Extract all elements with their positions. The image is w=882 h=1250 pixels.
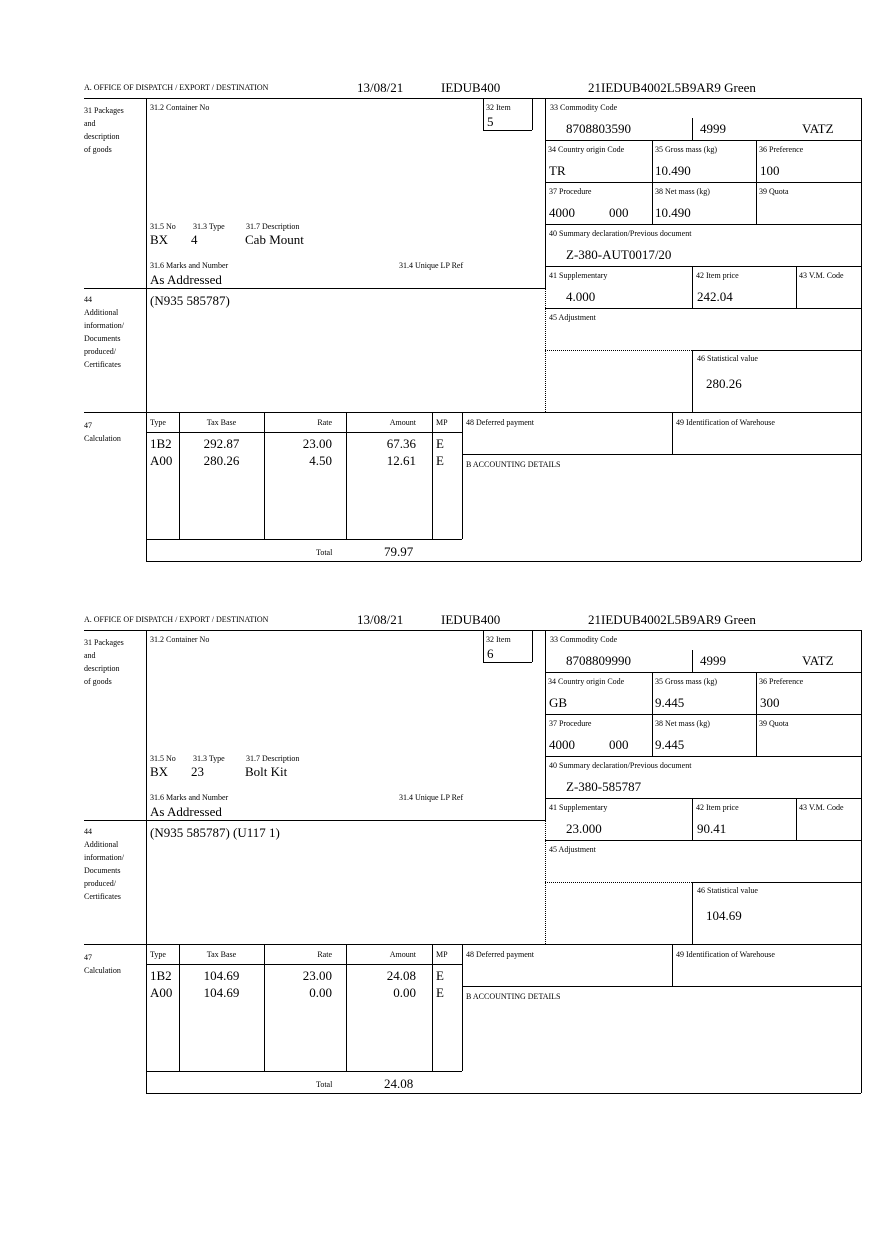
header-office-code: IEDUB400 bbox=[441, 80, 501, 95]
item-label: 32 Item bbox=[486, 635, 511, 644]
country-label: 34 Country origin Code bbox=[548, 677, 625, 686]
grid-line bbox=[692, 798, 693, 840]
commodity-label: 33 Commodity Code bbox=[550, 103, 618, 112]
commodity-vat: VATZ bbox=[802, 121, 834, 136]
pkg-no-value: BX bbox=[150, 232, 169, 247]
office-header: A. OFFICE OF DISPATCH / EXPORT / DESTINATION bbox=[84, 615, 269, 624]
calc-header-mp: MP bbox=[436, 418, 448, 427]
grid-line bbox=[84, 288, 545, 289]
gross-mass-value: 10.490 bbox=[655, 163, 691, 178]
commodity-code: 8708803590 bbox=[566, 121, 631, 136]
pkg-type-label: 31.3 Type bbox=[193, 754, 225, 763]
stat-value-label: 46 Statistical value bbox=[697, 886, 758, 895]
summary-label: 40 Summary declaration/Previous document bbox=[549, 229, 692, 238]
item-box-bottom bbox=[483, 130, 532, 131]
grid-line bbox=[462, 412, 463, 539]
grid-line bbox=[545, 756, 861, 757]
preference-value: 100 bbox=[760, 163, 780, 178]
grid-line bbox=[462, 986, 861, 987]
grid-line bbox=[84, 820, 545, 821]
calc-row-1-amount: 67.36 bbox=[386, 436, 416, 451]
quota-label: 39 Quota bbox=[759, 187, 789, 196]
grid-line bbox=[672, 944, 673, 986]
country-value: GB bbox=[549, 695, 568, 710]
pkg-description-label: 31.7 Description bbox=[246, 754, 300, 763]
marks-label: 31.6 Marks and Number bbox=[150, 793, 229, 802]
country-label: 34 Country origin Code bbox=[548, 145, 625, 154]
calc-row-1-rate: 23.00 bbox=[302, 968, 332, 983]
accounting-label: B ACCOUNTING DETAILS bbox=[466, 992, 561, 1001]
preference-value: 300 bbox=[760, 695, 780, 710]
grid-line bbox=[545, 140, 861, 141]
accounting-label: B ACCOUNTING DETAILS bbox=[466, 460, 561, 469]
calc-header-amount: Amount bbox=[389, 950, 416, 959]
packages-label: 31 Packages and description of goods bbox=[84, 106, 124, 154]
procedure-value-b: 000 bbox=[609, 737, 629, 752]
summary-value: Z-380-AUT0017/20 bbox=[566, 247, 672, 262]
divider-mid bbox=[545, 98, 546, 288]
quota-label: 39 Quota bbox=[759, 719, 789, 728]
grid-line bbox=[692, 266, 693, 308]
pkg-count-value: 4 bbox=[191, 232, 198, 247]
commodity-label: 33 Commodity Code bbox=[550, 635, 618, 644]
commodity-vat: VATZ bbox=[802, 653, 834, 668]
grid-line bbox=[796, 798, 797, 840]
calc-header-rate: Rate bbox=[317, 418, 332, 427]
calc-row-1-type: 1B2 bbox=[150, 436, 172, 451]
item-price-label: 42 Item price bbox=[696, 803, 739, 812]
office-header: A. OFFICE OF DISPATCH / EXPORT / DESTINATION bbox=[84, 83, 269, 92]
calc-header-rate: Rate bbox=[317, 950, 332, 959]
calc-row-2-type: A00 bbox=[150, 985, 173, 1000]
item-price-value: 242.04 bbox=[697, 289, 733, 304]
frame-bottom bbox=[146, 1093, 861, 1094]
marks-value: As Addressed bbox=[150, 272, 222, 287]
pkg-description-label: 31.7 Description bbox=[246, 222, 300, 231]
marks-label: 31.6 Marks and Number bbox=[150, 261, 229, 270]
frame-left bbox=[146, 630, 147, 1093]
calculation-label: 47 Calculation bbox=[84, 953, 121, 975]
total-label: Total bbox=[316, 548, 333, 557]
vm-code-label: 43 V.M. Code bbox=[799, 271, 844, 280]
container-label: 31.2 Container No bbox=[150, 635, 210, 644]
header-office-code: IEDUB400 bbox=[441, 612, 501, 627]
stat-value: 104.69 bbox=[706, 908, 742, 923]
calc-row-1-mp: E bbox=[436, 968, 444, 983]
warehouse-label: 49 Identification of Warehouse bbox=[676, 418, 775, 427]
procedure-value-b: 000 bbox=[609, 205, 629, 220]
grid-line bbox=[146, 432, 462, 433]
calc-row-2-rate: 0.00 bbox=[309, 985, 332, 1000]
item-price-label: 42 Item price bbox=[696, 271, 739, 280]
item-price-value: 90.41 bbox=[697, 821, 727, 836]
item-box-left bbox=[483, 98, 484, 130]
pkg-count-value: 23 bbox=[191, 764, 204, 779]
item-box-bottom bbox=[483, 662, 532, 663]
preference-label: 36 Preference bbox=[759, 677, 804, 686]
customs-declaration-form bbox=[0, 532, 882, 1091]
pkg-no-value: BX bbox=[150, 764, 169, 779]
grid-line bbox=[84, 412, 861, 413]
deferred-payment-label: 48 Deferred payment bbox=[466, 418, 534, 427]
total-value: 79.97 bbox=[384, 544, 414, 559]
calc-row-1-type: 1B2 bbox=[150, 968, 172, 983]
item-box-right bbox=[532, 630, 533, 662]
frame-right bbox=[861, 98, 862, 561]
grid-line bbox=[545, 182, 861, 183]
calc-row-1-rate: 23.00 bbox=[302, 436, 332, 451]
divider-mid bbox=[545, 630, 546, 820]
grid-line bbox=[692, 882, 861, 883]
country-value: TR bbox=[549, 163, 566, 178]
calc-row-2-base: 104.69 bbox=[203, 985, 240, 1000]
item-box-left bbox=[483, 630, 484, 662]
vm-code-label: 43 V.M. Code bbox=[799, 803, 844, 812]
calc-row-2-mp: E bbox=[436, 453, 444, 468]
grid-line bbox=[462, 944, 463, 1071]
grid-line-dotted bbox=[545, 350, 692, 351]
gross-mass-label: 35 Gross mass (kg) bbox=[655, 677, 717, 686]
procedure-value-a: 4000 bbox=[549, 737, 575, 752]
header-date: 13/08/21 bbox=[357, 80, 404, 95]
procedure-label: 37 Procedure bbox=[549, 719, 592, 728]
net-mass-label: 38 Net mass (kg) bbox=[655, 719, 710, 728]
deferred-payment-label: 48 Deferred payment bbox=[466, 950, 534, 959]
header-reference: 21IEDUB4002L5B9AR9 Green bbox=[588, 612, 756, 627]
grid-line bbox=[545, 672, 861, 673]
container-label: 31.2 Container No bbox=[150, 103, 210, 112]
grid-line bbox=[462, 454, 861, 455]
customs-declaration-form bbox=[0, 0, 882, 559]
grid-line bbox=[692, 350, 693, 412]
adjustment-label: 45 Adjustment bbox=[549, 845, 596, 854]
supplementary-label: 41 Supplementary bbox=[549, 803, 608, 812]
net-mass-label: 38 Net mass (kg) bbox=[655, 187, 710, 196]
calc-row-2-mp: E bbox=[436, 985, 444, 1000]
additional-info-value: (N935 585787) bbox=[150, 293, 230, 308]
unique-lp-label: 31.4 Unique LP Ref bbox=[399, 261, 464, 270]
grid-line bbox=[692, 350, 861, 351]
calc-header-amount: Amount bbox=[389, 418, 416, 427]
pkg-no-label: 31.5 No bbox=[150, 222, 176, 231]
gross-mass-label: 35 Gross mass (kg) bbox=[655, 145, 717, 154]
supplementary-label: 41 Supplementary bbox=[549, 271, 608, 280]
calc-row-1-base: 292.87 bbox=[203, 436, 240, 451]
supplementary-value: 4.000 bbox=[566, 289, 596, 304]
commodity-additional: 4999 bbox=[700, 121, 726, 136]
header-date: 13/08/21 bbox=[357, 612, 404, 627]
pkg-type-label: 31.3 Type bbox=[193, 222, 225, 231]
pkg-description-value: Bolt Kit bbox=[245, 764, 288, 779]
item-number: 6 bbox=[487, 646, 494, 661]
calc-row-2-rate: 4.50 bbox=[309, 453, 332, 468]
calc-row-2-amount: 12.61 bbox=[386, 453, 416, 468]
grid-line bbox=[84, 944, 861, 945]
grid-line bbox=[545, 798, 861, 799]
calc-header-type: Type bbox=[150, 418, 166, 427]
grid-line-dotted bbox=[545, 882, 692, 883]
calc-row-1-amount: 24.08 bbox=[386, 968, 416, 983]
net-mass-value: 10.490 bbox=[655, 205, 691, 220]
item-number: 5 bbox=[487, 114, 494, 129]
additional-info-label: 44 Additional information/ Documents produced/ Certificates bbox=[84, 295, 124, 369]
adjustment-label: 45 Adjustment bbox=[549, 313, 596, 322]
packages-label: 31 Packages and description of goods bbox=[84, 638, 124, 686]
calc-header-mp: MP bbox=[436, 950, 448, 959]
stat-value-label: 46 Statistical value bbox=[697, 354, 758, 363]
frame-top bbox=[84, 98, 861, 99]
grid-line bbox=[545, 840, 861, 841]
additional-info-label: 44 Additional information/ Documents produced/ Certificates bbox=[84, 827, 124, 901]
commodity-code: 8708809990 bbox=[566, 653, 631, 668]
summary-value: Z-380-585787 bbox=[566, 779, 642, 794]
commodity-divider bbox=[692, 650, 693, 672]
grid-line bbox=[672, 412, 673, 454]
item-label: 32 Item bbox=[486, 103, 511, 112]
procedure-value-a: 4000 bbox=[549, 205, 575, 220]
additional-info-value: (N935 585787) (U117 1) bbox=[150, 825, 280, 840]
calc-header-tax-base: Tax Base bbox=[206, 950, 237, 959]
calc-row-1-mp: E bbox=[436, 436, 444, 451]
marks-value: As Addressed bbox=[150, 804, 222, 819]
grid-line bbox=[796, 266, 797, 308]
preference-label: 36 Preference bbox=[759, 145, 804, 154]
commodity-divider bbox=[692, 118, 693, 140]
grid-line bbox=[692, 882, 693, 944]
grid-line bbox=[545, 266, 861, 267]
grid-line bbox=[545, 308, 861, 309]
stat-value: 280.26 bbox=[706, 376, 742, 391]
frame-top bbox=[84, 630, 861, 631]
calc-header-tax-base: Tax Base bbox=[206, 418, 237, 427]
supplementary-value: 23.000 bbox=[566, 821, 602, 836]
pkg-no-label: 31.5 No bbox=[150, 754, 176, 763]
commodity-additional: 4999 bbox=[700, 653, 726, 668]
gross-mass-value: 9.445 bbox=[655, 695, 685, 710]
procedure-label: 37 Procedure bbox=[549, 187, 592, 196]
grid-line bbox=[146, 964, 462, 965]
frame-right bbox=[861, 630, 862, 1093]
calc-row-2-amount: 0.00 bbox=[393, 985, 416, 1000]
grid-line bbox=[545, 224, 861, 225]
summary-label: 40 Summary declaration/Previous document bbox=[549, 761, 692, 770]
grid-line bbox=[146, 1071, 462, 1072]
warehouse-label: 49 Identification of Warehouse bbox=[676, 950, 775, 959]
item-box-right bbox=[532, 98, 533, 130]
total-label: Total bbox=[316, 1080, 333, 1089]
total-value: 24.08 bbox=[384, 1076, 414, 1091]
header-reference: 21IEDUB4002L5B9AR9 Green bbox=[588, 80, 756, 95]
unique-lp-label: 31.4 Unique LP Ref bbox=[399, 793, 464, 802]
calc-row-2-type: A00 bbox=[150, 453, 173, 468]
calc-row-1-base: 104.69 bbox=[203, 968, 240, 983]
calc-header-type: Type bbox=[150, 950, 166, 959]
grid-line bbox=[545, 714, 861, 715]
pkg-description-value: Cab Mount bbox=[245, 232, 304, 247]
net-mass-value: 9.445 bbox=[655, 737, 685, 752]
frame-left bbox=[146, 98, 147, 561]
calc-row-2-base: 280.26 bbox=[203, 453, 240, 468]
calculation-label: 47 Calculation bbox=[84, 421, 121, 443]
